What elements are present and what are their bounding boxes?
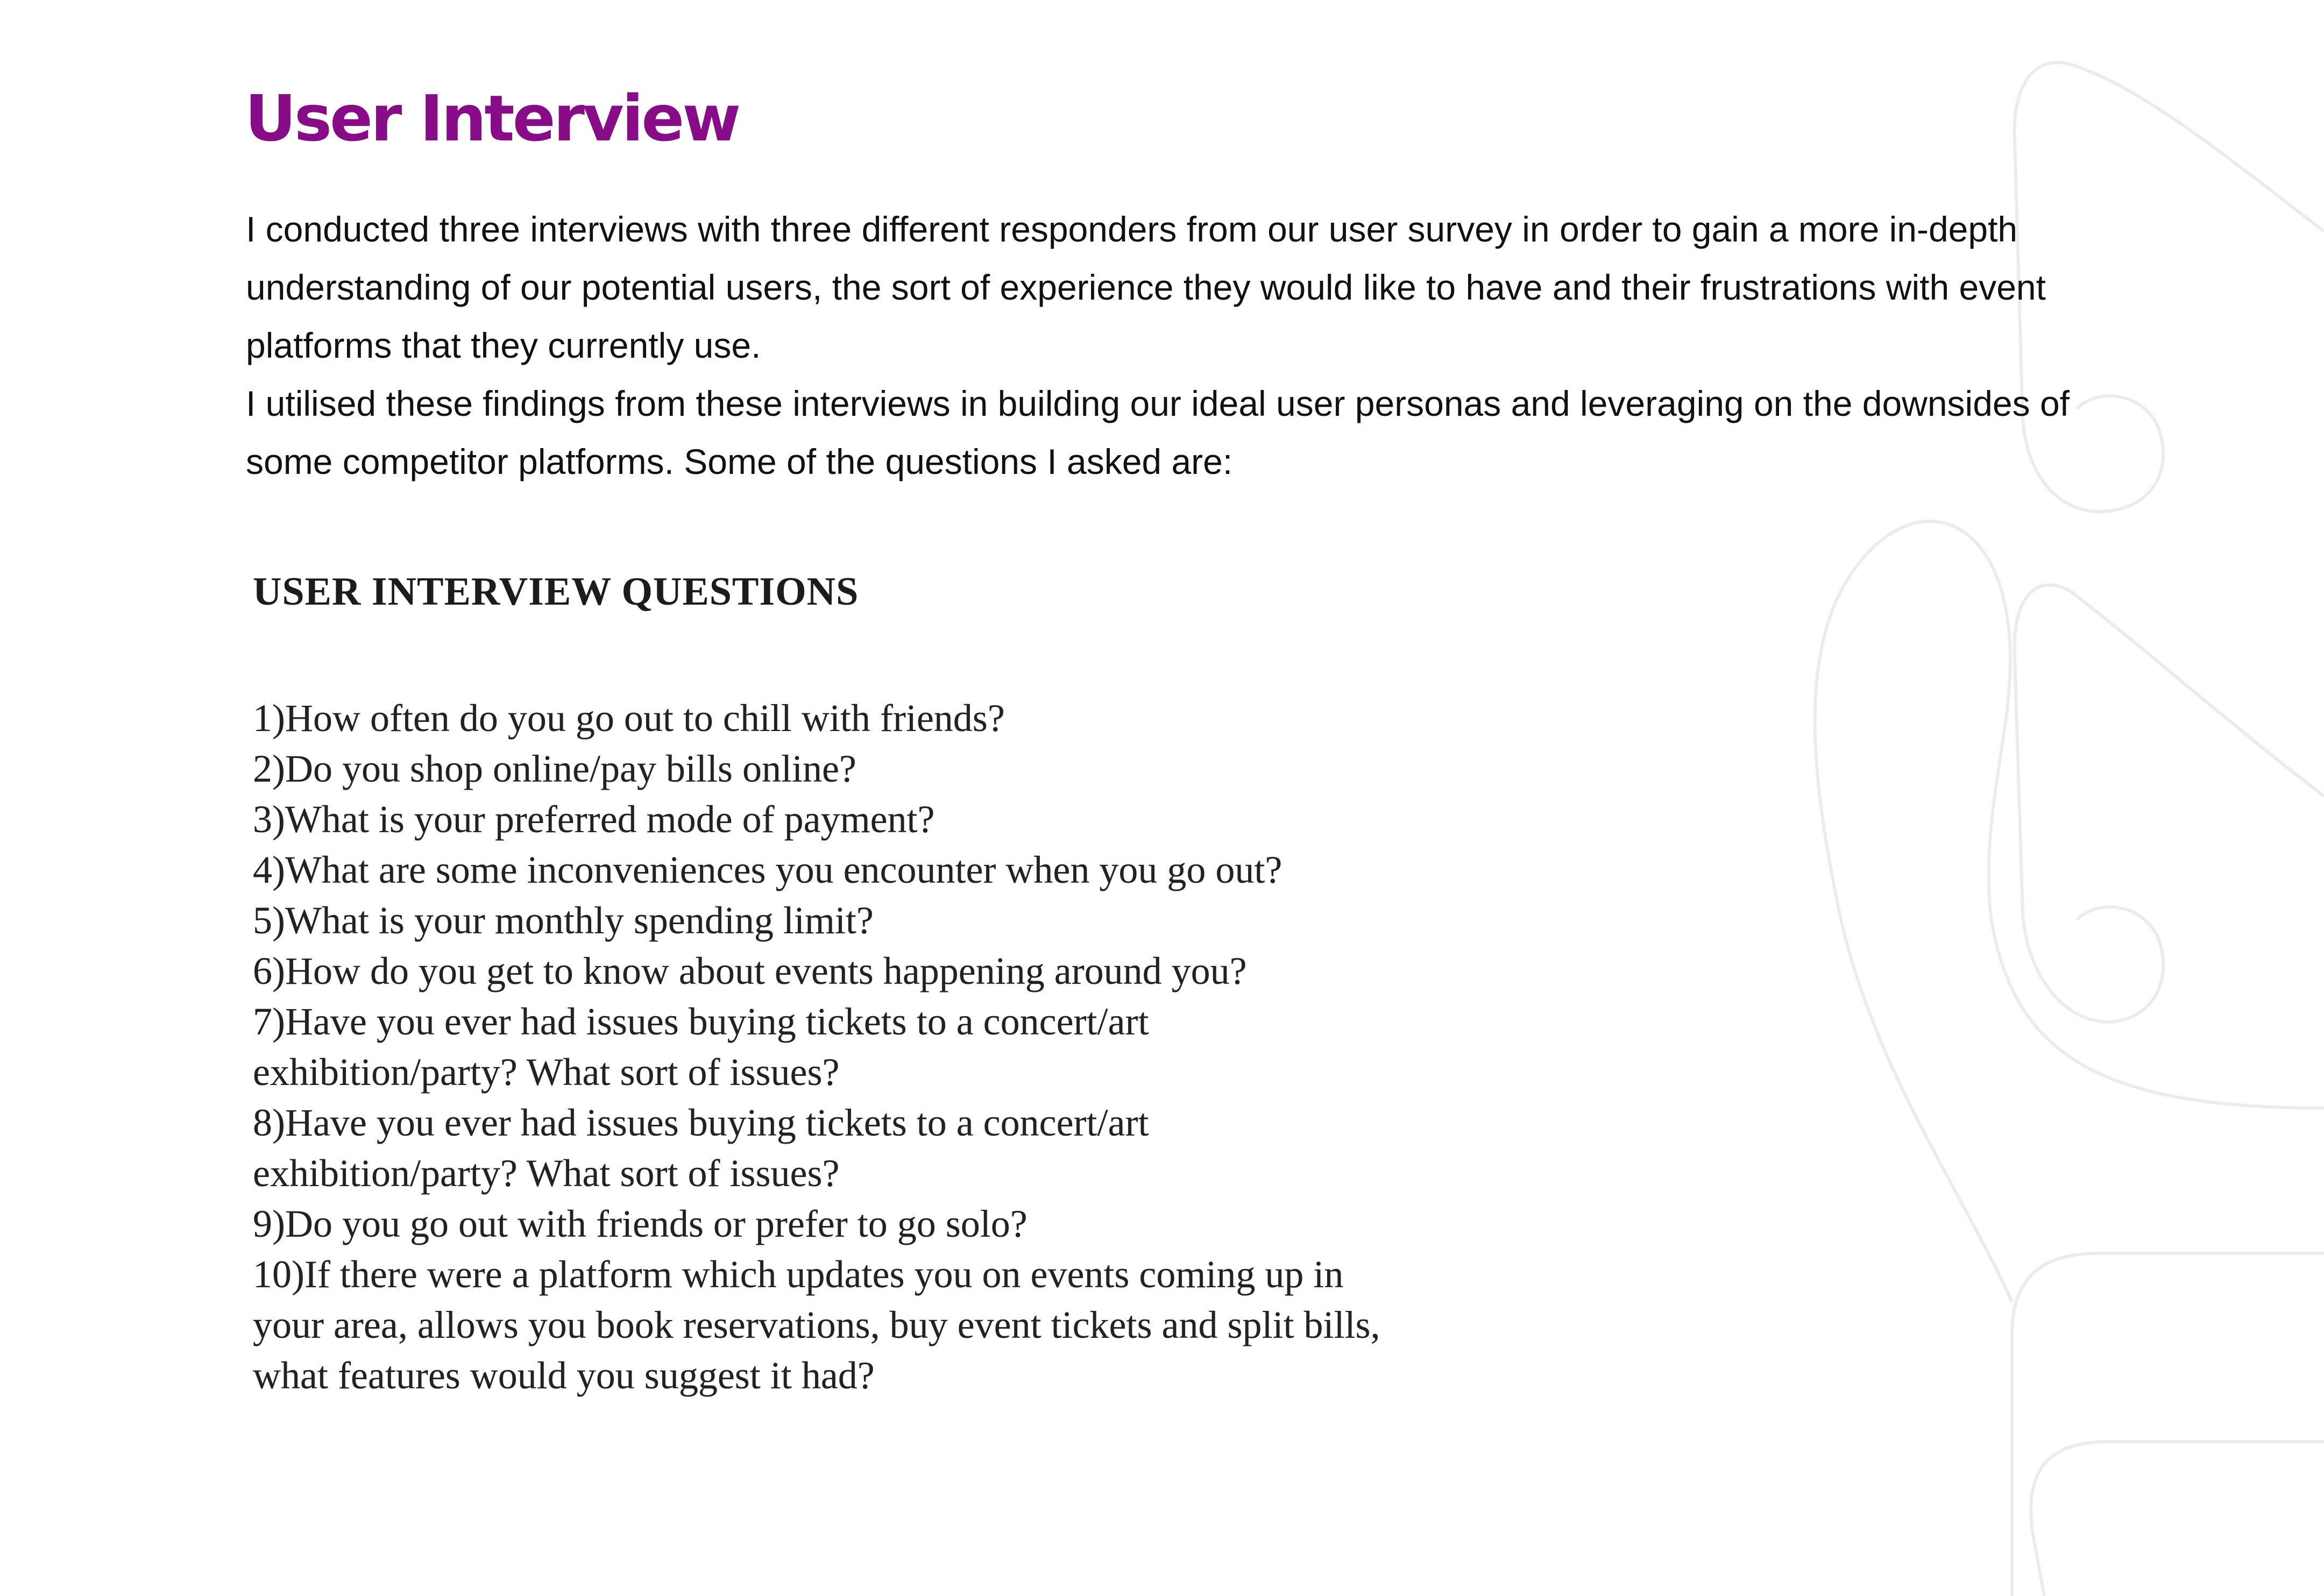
question-item: 4)What are some inconveniences you encounter when you go out? <box>253 848 1283 891</box>
question-item: 9)Do you go out with friends or prefer to go solo? <box>253 1202 1028 1245</box>
intro-paragraph: I utilised these findings from these interviews in building our ideal user personas and leveraging on the downsides of some competitor platforms. Some of the questions I asked are: <box>246 384 2070 481</box>
intro-text <box>246 200 2075 491</box>
question-item: 8)Have you ever had issues buying tickets to a concert/art exhibition/party? What sort of issues? <box>253 1101 1149 1195</box>
question-item: 1)How often do you go out to chill with friends? <box>253 697 1005 740</box>
question-item: 10)If there were a platform which updates you on events coming up in your area, allows you book reservations, buy event tickets and split bills, what features would you suggest it had? <box>253 1253 1380 1397</box>
questions-heading: USER INTERVIEW QUESTIONS <box>253 570 859 614</box>
questions-list <box>253 693 1409 1401</box>
interview-questions-image <box>253 559 1409 1401</box>
question-item: 6)How do you get to know about events happening around you? <box>253 949 1247 992</box>
question-item: 3)What is your preferred mode of payment? <box>253 798 935 841</box>
page-title: User Interview <box>245 81 739 155</box>
question-item: 2)Do you shop online/pay bills online? <box>253 747 856 790</box>
question-item: 5)What is your monthly spending limit? <box>253 899 874 942</box>
question-item: 7)Have you ever had issues buying tickets to a concert/art exhibition/party? What sort of issues? <box>253 1000 1149 1094</box>
intro-paragraph: I conducted three interviews with three different responders from our user survey in order to gain a more in-depth understanding of our potential users, the sort of experience they would like to have and their frustrations with event platforms that they currently use. <box>246 209 2046 365</box>
